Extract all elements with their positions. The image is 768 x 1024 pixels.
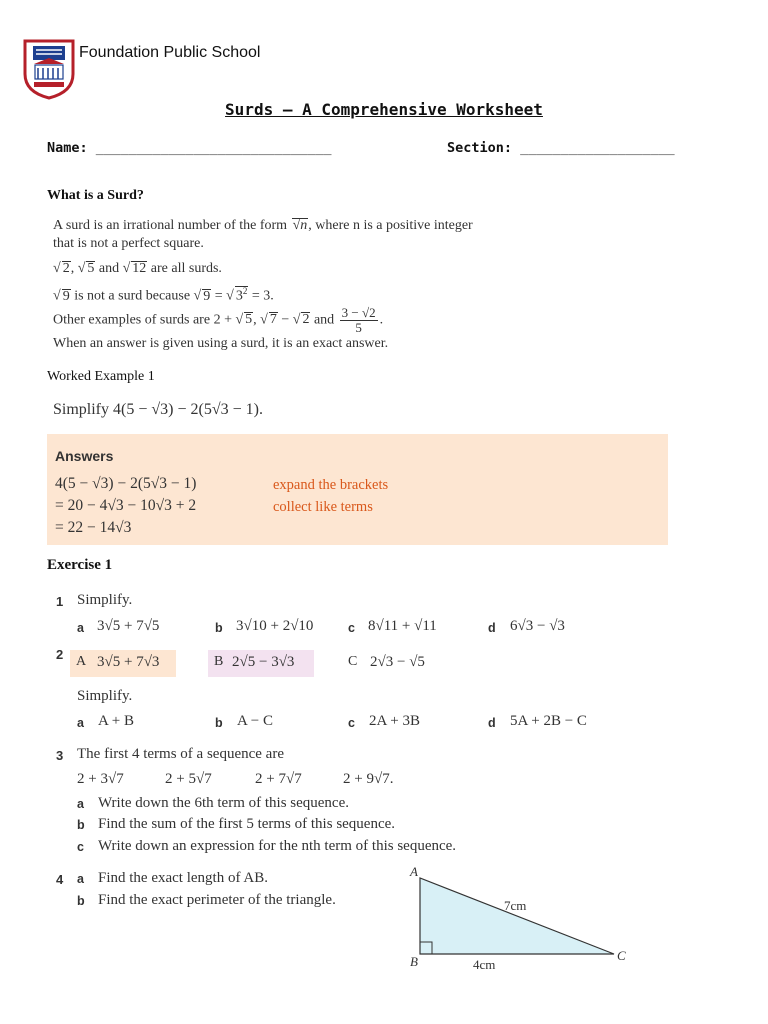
base-label: 4cm <box>473 957 496 972</box>
chip-c-label: C <box>348 654 358 669</box>
part-letter: c <box>77 840 84 854</box>
sequence-term: 2 + 5√7 <box>165 771 212 787</box>
school-name: Foundation Public School <box>79 44 261 61</box>
part-expression: 6√3 − √3 <box>510 618 565 634</box>
vertex-c: C <box>617 948 626 963</box>
sequence-term: 2 + 9√7. <box>343 771 394 787</box>
vertex-a: A <box>410 864 418 879</box>
chip-a-expr: 3√5 + 7√3 <box>97 654 160 670</box>
part-expression: A + B <box>98 713 134 729</box>
part-expression: 2A + 3B <box>369 713 420 729</box>
intro-line-5: Other examples of surds are 2 + √ 5, √ 7 − √ 2 and $\frac{3 - √2}{5}$ . <box>53 305 384 335</box>
worked-example-heading: Worked Example 1 <box>47 369 155 384</box>
intro-line-2: that is not a perfect square. <box>53 236 204 251</box>
section-field[interactable] <box>447 140 675 156</box>
exercise-heading: Exercise 1 <box>47 557 113 573</box>
part-expression: A − C <box>237 713 273 729</box>
intro-line-1-text: A surd is an irrational number of the form <box>53 218 288 233</box>
chip-a-label: A <box>76 654 87 669</box>
part-letter: d <box>488 621 496 635</box>
part-letter: a <box>77 872 84 886</box>
worked-example-prompt: Simplify 4(5 − √3) − 2(5√3 − 1). <box>53 401 263 418</box>
intro-line-3-tail: are all surds. <box>147 261 222 276</box>
name-field[interactable] <box>47 140 331 156</box>
part-letter: c <box>348 716 355 730</box>
part-letter: b <box>215 621 223 635</box>
part-text: Find the sum of the first 5 terms of this sequence. <box>98 816 396 832</box>
sqrt-n: √ n <box>292 218 309 234</box>
part-letter: a <box>77 797 84 811</box>
part-expression: 3√10 + 2√10 <box>236 618 314 634</box>
intro-line-1 <box>53 218 473 234</box>
intro-heading: What is a Surd? <box>47 188 144 203</box>
intro-line-4: √ 9 is not a surd because √ 9 = √ $3^2 = 3$. <box>53 286 274 304</box>
question-3-text: The first 4 terms of a sequence are <box>77 746 284 762</box>
question-number: 1 <box>56 594 64 609</box>
intro-line-3: √ 2, √ 5 and √ 12 are all surds. <box>53 261 222 276</box>
intro-line-4-tail: is not a surd because <box>70 288 191 304</box>
answer-note: collect like terms <box>273 499 373 515</box>
intro-line-1-tail: , where n is a positive integer <box>308 218 473 233</box>
answer-line: = 22 − 14√3 <box>55 519 132 536</box>
part-letter: b <box>77 818 85 832</box>
fraction: $\frac{3 - √2}{5}$ <box>341 305 376 335</box>
answer-line: 4(5 − √3) − 2(5√3 − 1) <box>55 475 197 492</box>
part-letter: b <box>77 894 85 908</box>
section-blank[interactable]: ___________________ <box>520 140 675 156</box>
name-label: Name: <box>47 140 88 156</box>
part-letter: a <box>77 621 84 635</box>
school-logo <box>22 38 76 100</box>
intro-line-5-and: and <box>313 312 335 328</box>
section-label: Section: <box>447 140 513 156</box>
chip-c-expr: 2√3 − √5 <box>370 654 425 670</box>
part-letter: a <box>77 716 84 730</box>
part-letter: d <box>488 716 496 730</box>
part-expression: 3√5 + 7√5 <box>97 618 160 634</box>
part-expression: 8√11 + √11 <box>368 618 437 634</box>
question-number: 4 <box>56 872 64 887</box>
question-2-text: Simplify. <box>77 688 133 704</box>
intro-line-6: When an answer is given using a surd, it is an exact answer. <box>53 336 389 351</box>
chip-b-label: B <box>214 654 224 669</box>
question-1-text: Simplify. <box>77 592 133 608</box>
page-title-text: Surds – A Comprehensive Worksheet <box>225 100 543 119</box>
answer-note: expand the brackets <box>273 477 389 493</box>
sequence-term: 2 + 7√7 <box>255 771 302 787</box>
part-text: Write down an expression for the nth term of this sequence. <box>98 838 457 854</box>
page-title <box>0 100 768 120</box>
sequence-term: 2 + 3√7 <box>77 771 124 787</box>
part-text: Write down the 6th term of this sequence. <box>98 795 349 811</box>
intro-line-5-text: Other examples of surds are <box>53 312 211 328</box>
part-text: Find the exact length of AB. <box>98 870 268 886</box>
part-text: Find the exact perimeter of the triangle. <box>98 892 336 908</box>
part-expression: 5A + 2B − C <box>510 713 587 729</box>
part-letter: b <box>215 716 223 730</box>
part-letter: c <box>348 621 355 635</box>
triangle-diagram <box>400 862 670 974</box>
vertex-b: B <box>410 954 418 969</box>
hypotenuse-label: 7cm <box>504 898 527 913</box>
question-number: 3 <box>56 748 64 763</box>
question-number: 2 <box>56 647 64 662</box>
answers-title: Answers <box>55 448 114 464</box>
chip-b-expr: 2√5 − 3√3 <box>232 654 295 670</box>
name-blank[interactable]: _____________________________ <box>95 140 332 156</box>
answer-line: = 20 − 4√3 − 10√3 + 2 <box>55 497 197 514</box>
